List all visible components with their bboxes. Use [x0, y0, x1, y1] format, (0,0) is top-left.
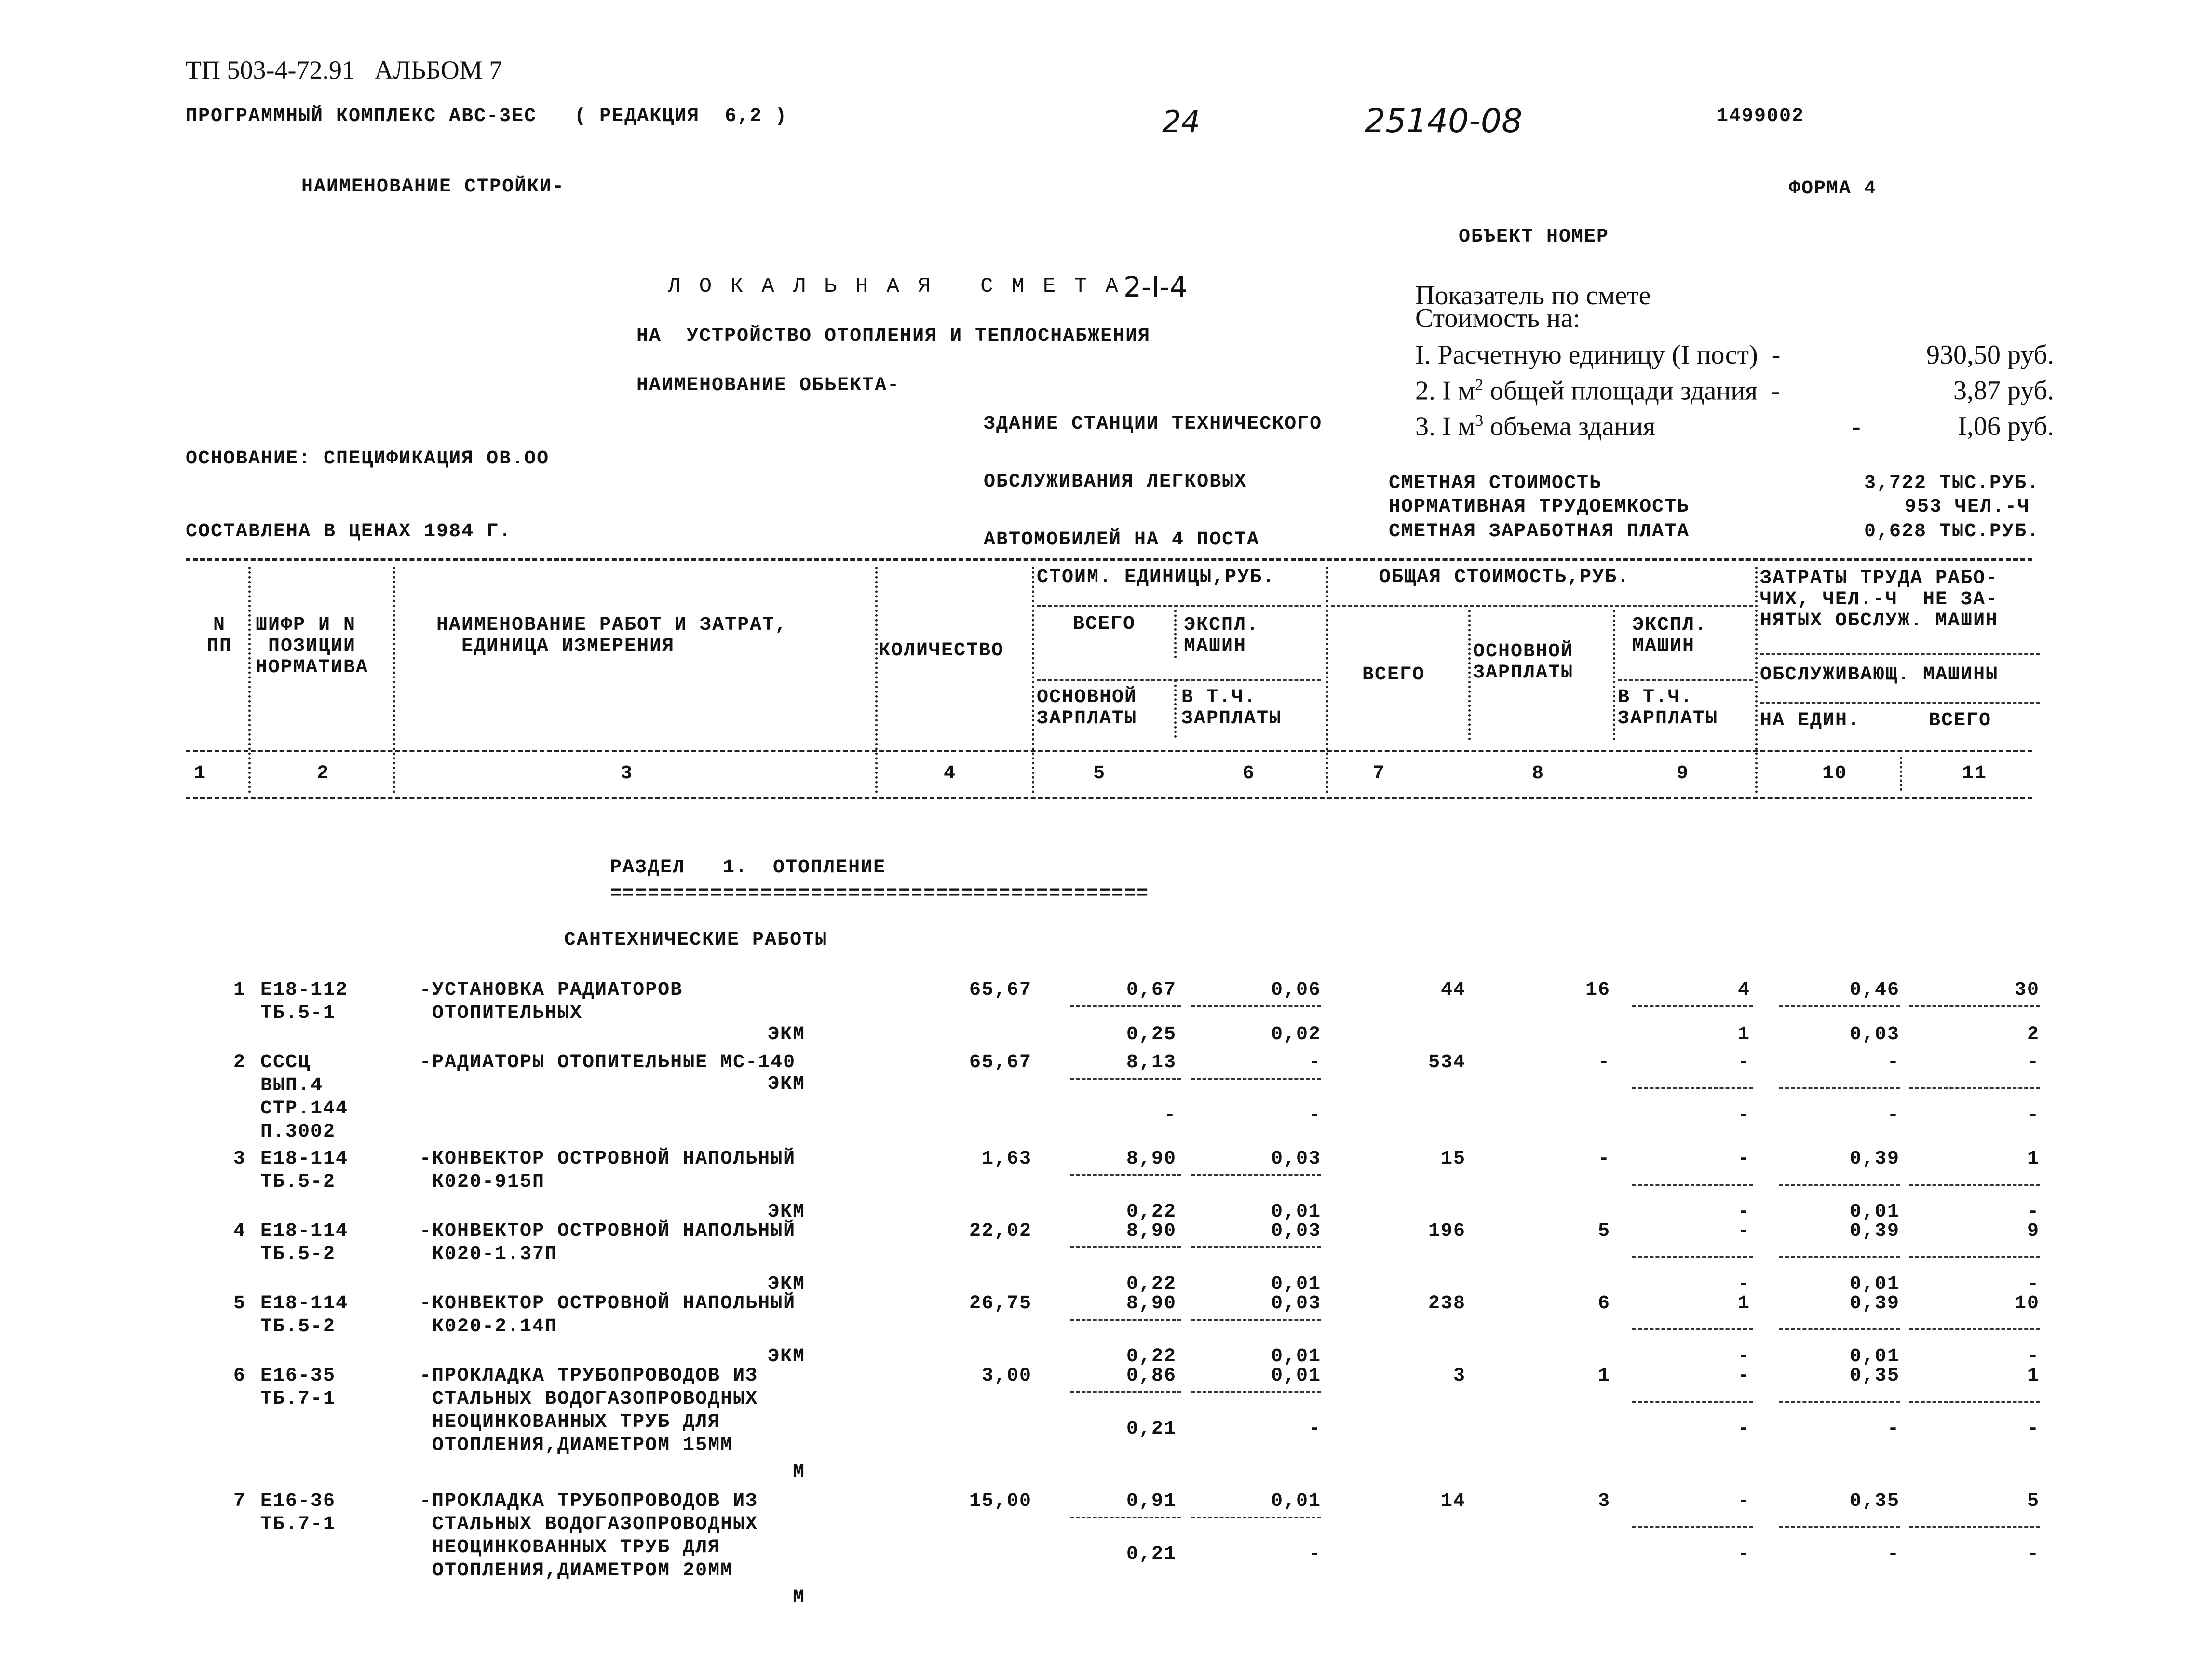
col-header-total-expl: ЭКСПЛ. МАШИН [1632, 614, 1708, 657]
row-labor-total-machines: - [2027, 1346, 2040, 1368]
row-divider [1632, 1005, 1753, 1007]
row-divider [1070, 1174, 1181, 1176]
row-unit-total: 8,90 [1126, 1293, 1177, 1314]
row-labor-unit: 0,46 [1849, 979, 1900, 1001]
indicator-1-value: 930,50 руб. [1926, 340, 2054, 370]
row-name: -КОНВЕКТОР ОСТРОВНОЙ НАПОЛЬНЫЙ К020-2.14П [419, 1293, 796, 1338]
row-divider [1779, 1184, 1900, 1186]
estimate-subject: НА УСТРОЙСТВО ОТОПЛЕНИЯ И ТЕПЛОСНАБЖЕНИЯ [636, 325, 1151, 347]
unit-cost-rule [1037, 605, 1321, 607]
row-divider [1779, 1328, 1900, 1330]
col-number: 11 [1962, 763, 1987, 785]
col-number: 3 [620, 763, 633, 785]
row-labor-unit: - [1887, 1052, 1900, 1073]
col-header-total-incl-wage: В Т.Ч. ЗАРПЛАТЫ [1618, 687, 1718, 730]
row-number: 2 [233, 1052, 246, 1073]
row-total-wage: 6 [1597, 1293, 1610, 1314]
col-divider [875, 567, 878, 793]
row-labor-total: 5 [2027, 1490, 2040, 1512]
row-unit-expl-wage: - [1308, 1544, 1321, 1565]
row-total-expl: - [1737, 1220, 1750, 1242]
row-total-wage: 16 [1585, 979, 1610, 1001]
row-unit: М [792, 1462, 805, 1483]
row-labor-total: 30 [2014, 979, 2040, 1001]
row-divider [1909, 1005, 2040, 1007]
row-total-expl: - [1737, 1148, 1750, 1170]
row-unit-expl: 0,03 [1271, 1220, 1321, 1242]
col-number: 6 [1242, 763, 1255, 785]
row-code: СССЦ ВЫП.4 СТР.144 П.3002 [260, 1052, 349, 1143]
row-quantity: 3,00 [981, 1365, 1032, 1387]
row-total: 196 [1428, 1220, 1466, 1242]
row-labor-unit-machines: 0,01 [1849, 1274, 1900, 1295]
row-divider [1632, 1184, 1753, 1186]
row-labor-unit: 0,35 [1849, 1365, 1900, 1387]
row-labor-unit-machines: - [1887, 1105, 1900, 1126]
col-divider [1174, 680, 1177, 738]
row-unit-wage: 0,21 [1126, 1418, 1177, 1440]
row-labor-unit: 0,39 [1849, 1148, 1900, 1170]
row-divider [1191, 1517, 1321, 1518]
labor-rule [1760, 653, 2040, 655]
row-divider [1632, 1401, 1753, 1403]
row-divider [1191, 1391, 1321, 1393]
row-number: 6 [233, 1365, 246, 1387]
construction-name-label: НАИМЕНОВАНИЕ СТРОЙКИ- [301, 176, 565, 198]
row-unit-expl: 0,03 [1271, 1293, 1321, 1314]
row-number: 4 [233, 1220, 246, 1242]
row-total-expl: 4 [1737, 979, 1750, 1001]
col-header-labor-sub: ОБСЛУЖИВАЮЩ. МАШИНЫ [1760, 664, 1999, 686]
row-quantity: 22,02 [969, 1220, 1032, 1242]
indicator-2-label: 2. I $м^2$ общей площади здания - [1415, 376, 1780, 406]
row-total-expl: 1 [1737, 1293, 1750, 1314]
row-divider [1909, 1087, 2040, 1089]
row-total: 3 [1453, 1365, 1466, 1387]
row-total: 14 [1440, 1490, 1466, 1512]
col-number: 5 [1093, 763, 1106, 785]
row-total-expl-wage: 1 [1737, 1024, 1750, 1045]
row-quantity: 65,67 [969, 1052, 1032, 1073]
doc-id: 1499002 [1717, 106, 1805, 127]
row-divider [1779, 1005, 1900, 1007]
estimated-cost-label: СМЕТНАЯ СТОИМОСТЬ [1389, 473, 1602, 494]
row-unit-expl: - [1308, 1052, 1321, 1073]
indicator-3-label: 3. I $м^3$ объема здания [1415, 411, 1656, 442]
object-number-label: ОБЪЕКТ НОМЕР [1459, 226, 1610, 248]
row-total-wage: 3 [1597, 1490, 1610, 1512]
row-divider [1779, 1256, 1900, 1258]
doc-code: 25140-08 [1365, 102, 1523, 140]
row-unit-wage: 0,25 [1126, 1024, 1177, 1045]
row-name: -КОНВЕКТОР ОСТРОВНОЙ НАПОЛЬНЫЙ К020-1.37П [419, 1220, 796, 1265]
col-header-total-all: ВСЕГО [1362, 664, 1425, 686]
row-total-expl: - [1737, 1365, 1750, 1387]
row-unit-total: 8,13 [1126, 1052, 1177, 1073]
col-header-total-base-wage: ОСНОВНОЙ ЗАРПЛАТЫ [1473, 641, 1574, 684]
row-divider [1779, 1087, 1900, 1089]
row-code: Е18-114 ТБ.5-2 [260, 1293, 349, 1338]
wage-fund-label: СМЕТНАЯ ЗАРАБОТНАЯ ПЛАТА [1389, 521, 1690, 542]
total-cost-rule [1331, 605, 1753, 607]
row-labor-total-machines: - [2027, 1201, 2040, 1223]
row-divider [1070, 1319, 1181, 1321]
row-unit-wage: - [1164, 1105, 1177, 1126]
row-name: -ПРОКЛАДКА ТРУБОПРОВОДОВ ИЗ СТАЛЬНЫХ ВОДОГАЗОПРОВОДНЫХ НЕОЦИНКОВАННЫХ ТРУБ ДЛЯ ОТОПЛЕНИЯ,ДИАМЕТРОМ 15ММ [419, 1365, 758, 1456]
row-unit: ЭКМ [767, 1346, 805, 1368]
row-number: 7 [233, 1490, 246, 1512]
row-divider [1191, 1319, 1321, 1321]
row-unit-expl-wage: - [1308, 1418, 1321, 1440]
row-labor-unit-machines: 0,01 [1849, 1201, 1900, 1223]
row-total-wage: 1 [1597, 1365, 1610, 1387]
labor-rule [1760, 702, 2040, 704]
row-total-expl: - [1737, 1052, 1750, 1073]
row-divider [1632, 1256, 1753, 1258]
row-total-expl-wage: - [1737, 1418, 1750, 1440]
row-divider [1070, 1246, 1181, 1248]
subsection-title: САНТЕХНИЧЕСКИЕ РАБОТЫ [564, 929, 828, 951]
row-total-wage: 5 [1597, 1220, 1610, 1242]
row-unit-expl: 0,06 [1271, 979, 1321, 1001]
row-unit-total: 0,86 [1126, 1365, 1177, 1387]
estimated-cost-value: 3,722 ТЫС.РУБ. [1864, 473, 2040, 494]
col-header-labor-per-unit: НА ЕДИН. [1760, 710, 1861, 732]
row-divider [1070, 1517, 1181, 1518]
row-code: Е18-112 ТБ.5-1 [260, 979, 349, 1024]
numbers-bottom-rule [186, 797, 2032, 799]
header-top-rule [186, 558, 2032, 561]
col-header-labor-total: ВСЕГО [1929, 710, 1992, 732]
row-number: 3 [233, 1148, 246, 1170]
col-divider [1032, 567, 1034, 793]
row-labor-unit: 0,39 [1849, 1220, 1900, 1242]
row-unit-expl: 0,03 [1271, 1148, 1321, 1170]
row-total-wage: - [1597, 1148, 1610, 1170]
estimate-title: Л О К А Л Ь Н А Я С М Е Т А [668, 274, 1121, 298]
row-divider [1632, 1087, 1753, 1089]
row-total-wage: - [1597, 1052, 1610, 1073]
section-underline: =========================================== [610, 883, 1150, 905]
row-total: 238 [1428, 1293, 1466, 1314]
row-total: 534 [1428, 1052, 1466, 1073]
row-labor-total-machines: - [2027, 1274, 2040, 1295]
row-unit: ЭКМ [767, 1201, 805, 1223]
row-code: Е16-36 ТБ.7-1 [260, 1490, 336, 1535]
object-name-line: ОБСЛУЖИВАНИЯ ЛЕГКОВЫХ [984, 471, 1247, 493]
page-number: 24 [1162, 104, 1200, 139]
object-name-label: НАИМЕНОВАНИЕ ОБЬЕКТА- [636, 375, 900, 396]
col-divider [393, 567, 395, 793]
row-divider [1632, 1526, 1753, 1528]
row-name: -РАДИАТОРЫ ОТОПИТЕЛЬНЫЕ МС-140 [419, 1052, 796, 1073]
row-divider [1191, 1174, 1321, 1176]
row-labor-unit-machines: - [1887, 1544, 1900, 1565]
row-divider [1909, 1256, 2040, 1258]
row-divider [1191, 1246, 1321, 1248]
row-labor-unit-machines: 0,01 [1849, 1346, 1900, 1368]
row-labor-total: 10 [2014, 1293, 2040, 1314]
row-quantity: 15,00 [969, 1490, 1032, 1512]
indicator-1-label: I. Расчетную единицу (I пост) - [1415, 340, 1781, 370]
row-code: Е18-114 ТБ.5-2 [260, 1148, 349, 1193]
row-total-expl-wage: - [1737, 1201, 1750, 1223]
row-divider [1191, 1005, 1321, 1007]
row-unit-wage: 0,22 [1126, 1274, 1177, 1295]
row-divider [1070, 1005, 1181, 1007]
row-name: -УСТАНОВКА РАДИАТОРОВ ОТОПИТЕЛЬНЫХ [419, 979, 683, 1024]
row-unit-total: 8,90 [1126, 1220, 1177, 1242]
col-header-unit-expl: ЭКСПЛ. МАШИН [1184, 614, 1259, 657]
row-unit: ЭКМ [767, 1024, 805, 1045]
col-number: 2 [316, 763, 329, 785]
row-unit-total: 0,91 [1126, 1490, 1177, 1512]
row-unit-expl-wage: 0,02 [1271, 1024, 1321, 1045]
row-total-expl-wage: - [1737, 1105, 1750, 1126]
row-divider [1632, 1328, 1753, 1330]
row-unit-wage: 0,21 [1126, 1544, 1177, 1565]
row-labor-total: 9 [2027, 1220, 2040, 1242]
row-unit-wage: 0,22 [1126, 1201, 1177, 1223]
form-label: ФОРМА 4 [1789, 178, 1877, 200]
indicator-3-dash: - [1852, 411, 1861, 441]
col-header-total-cost: ОБЩАЯ СТОИМОСТЬ,РУБ. [1379, 567, 1630, 588]
row-labor-total-machines: 2 [2027, 1024, 2040, 1045]
row-labor-total: 1 [2027, 1148, 2040, 1170]
col-number: 9 [1676, 763, 1689, 785]
row-divider [1909, 1328, 2040, 1330]
labor-intensity-label: НОРМАТИВНАЯ ТРУДОЕМКОСТЬ [1389, 496, 1690, 518]
row-code: Е18-114 ТБ.5-2 [260, 1220, 349, 1265]
section-title: РАЗДЕЛ 1. ОТОПЛЕНИЕ [610, 857, 886, 879]
col-header-labor: ЗАТРАТЫ ТРУДА РАБО- ЧИХ, ЧЕЛ.-Ч НЕ ЗА- НЯТЫХ ОБСЛУЖ. МАШИН [1760, 568, 1999, 632]
row-number: 5 [233, 1293, 246, 1314]
row-total-expl-wage: - [1737, 1274, 1750, 1295]
col-header-code: ШИФР И N ПОЗИЦИИ НОРМАТИВА [256, 614, 369, 678]
col-header-unit-incl-wage: В Т.Ч. ЗАРПЛАТЫ [1181, 687, 1282, 730]
row-labor-unit-machines: 0,03 [1849, 1024, 1900, 1045]
col-header-name: НАИМЕНОВАНИЕ РАБОТ И ЗАТРАТ, ЕДИНИЦА ИЗМЕРЕНИЯ [436, 614, 788, 657]
row-total: 44 [1440, 979, 1466, 1001]
indicator-3-value: I,06 руб. [1958, 411, 2054, 441]
col-number: 4 [943, 763, 956, 785]
col-number: 1 [193, 763, 206, 785]
album-ref: ТП 503-4-72.91 АЛЬБОМ 7 [186, 55, 502, 84]
object-name-line: ЗДАНИЕ СТАНЦИИ ТЕХНИЧЕСКОГО [984, 413, 1323, 435]
col-header-unit-base-wage: ОСНОВНОЙ ЗАРПЛАТЫ [1037, 687, 1137, 730]
col-divider [1174, 610, 1177, 658]
col-header-unit-cost: СТОИМ. ЕДИНИЦЫ,РУБ. [1037, 567, 1275, 588]
row-labor-unit-machines: - [1887, 1418, 1900, 1440]
row-total-expl-wage: - [1737, 1544, 1750, 1565]
row-code: Е16-35 ТБ.7-1 [260, 1365, 336, 1410]
row-unit-total: 8,90 [1126, 1148, 1177, 1170]
row-divider [1070, 1391, 1181, 1393]
row-name: -КОНВЕКТОР ОСТРОВНОЙ НАПОЛЬНЫЙ К020-915П [419, 1148, 796, 1193]
row-unit: М [792, 1587, 805, 1609]
total-cost-rule [1618, 679, 1753, 681]
program-info: ПРОГРАММНЫЙ КОМПЛЕКС АВС-3ЕС ( РЕДАКЦИЯ 6,2 ) [186, 106, 788, 127]
indicator-2-value: 3,87 руб. [1953, 376, 2054, 406]
row-unit: ЭКМ [767, 1073, 805, 1095]
row-total: 15 [1440, 1148, 1466, 1170]
object-name [984, 376, 1322, 569]
col-divider [1326, 567, 1328, 793]
object-name-line: АВТОМОБИЛЕЙ НА 4 ПОСТА [984, 529, 1260, 551]
col-divider [1755, 567, 1758, 793]
col-number: 8 [1531, 763, 1544, 785]
unit-cost-rule [1037, 679, 1321, 681]
row-divider [1779, 1526, 1900, 1528]
row-divider [1191, 1078, 1321, 1080]
col-divider [1900, 757, 1902, 791]
row-unit-expl-wage: 0,01 [1271, 1201, 1321, 1223]
row-name: -ПРОКЛАДКА ТРУБОПРОВОДОВ ИЗ СТАЛЬНЫХ ВОДОГАЗОПРОВОДНЫХ НЕОЦИНКОВАННЫХ ТРУБ ДЛЯ ОТОПЛЕНИЯ,ДИАМЕТРОМ 20ММ [419, 1490, 758, 1582]
row-labor-total: - [2027, 1052, 2040, 1073]
col-header-quantity: КОЛИЧЕСТВО [879, 640, 1004, 662]
row-total-expl-wage: - [1737, 1346, 1750, 1368]
col-number: 7 [1372, 763, 1385, 785]
basis: ОСНОВАНИЕ: СПЕЦИФИКАЦИЯ ОВ.ОО [186, 448, 550, 470]
row-divider [1909, 1401, 2040, 1403]
col-header-unit-total: ВСЕГО [1073, 613, 1136, 635]
row-unit-total: 0,67 [1126, 979, 1177, 1001]
row-number: 1 [233, 979, 246, 1001]
row-unit-expl: 0,01 [1271, 1490, 1321, 1512]
row-unit-expl-wage: 0,01 [1271, 1346, 1321, 1368]
prices-year: СОСТАВЛЕНА В ЦЕНАХ 1984 Г. [186, 521, 512, 542]
row-labor-unit: 0,35 [1849, 1490, 1900, 1512]
row-unit-expl-wage: - [1308, 1105, 1321, 1126]
col-number: 10 [1822, 763, 1847, 785]
row-quantity: 65,67 [969, 979, 1032, 1001]
col-header-number: N ПП [206, 614, 232, 657]
row-labor-total: 1 [2027, 1365, 2040, 1387]
wage-fund-value: 0,628 ТЫС.РУБ. [1864, 521, 2040, 542]
row-labor-total-machines: - [2027, 1105, 2040, 1126]
row-divider [1909, 1526, 2040, 1528]
row-divider [1779, 1401, 1900, 1403]
row-quantity: 26,75 [969, 1293, 1032, 1314]
labor-intensity-value: 953 ЧЕЛ.-Ч [1904, 496, 2030, 518]
row-unit-wage: 0,22 [1126, 1346, 1177, 1368]
row-quantity: 1,63 [981, 1148, 1032, 1170]
row-unit-expl: 0,01 [1271, 1365, 1321, 1387]
indicators-subtitle: Стоимость на: [1415, 303, 1581, 333]
row-total-expl: - [1737, 1490, 1750, 1512]
row-unit: ЭКМ [767, 1274, 805, 1295]
indicators-title: Показатель по смете [1415, 281, 1651, 311]
col-divider [248, 567, 251, 793]
row-divider [1909, 1184, 2040, 1186]
estimate-number: 2-I-4 [1123, 271, 1188, 303]
row-labor-total-machines: - [2027, 1544, 2040, 1565]
row-unit-expl-wage: 0,01 [1271, 1274, 1321, 1295]
col-divider [1468, 610, 1471, 740]
row-labor-unit: 0,39 [1849, 1293, 1900, 1314]
row-divider [1070, 1078, 1181, 1080]
row-labor-total-machines: - [2027, 1418, 2040, 1440]
col-divider [1613, 610, 1615, 740]
